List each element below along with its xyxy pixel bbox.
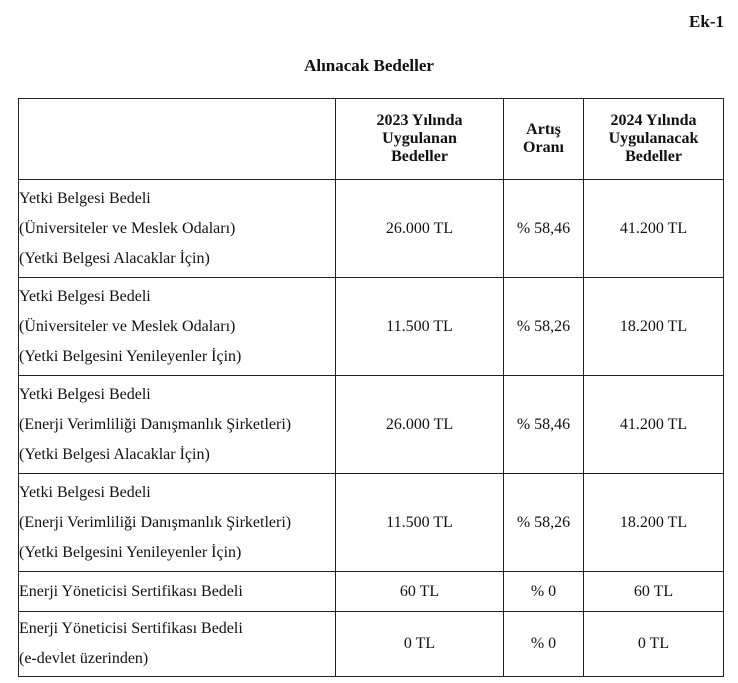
row-description: Yetki Belgesi Bedeli (Üniversiteler ve Meslek Odaları) (Yetki Belgesi Alacaklar İçin) bbox=[19, 180, 336, 278]
fee-2024-cell: 0 TL bbox=[584, 612, 724, 677]
row-description: Yetki Belgesi Bedeli (Enerji Verimliliği Danışmanlık Şirketleri) (Yetki Belgesini Yenileyenler İçin) bbox=[19, 474, 336, 572]
fee-2023-cell: 11.500 TL bbox=[336, 474, 504, 572]
table-row bbox=[19, 376, 724, 474]
increase-rate-cell: % 58,46 bbox=[504, 180, 584, 278]
fee-2024-cell: 41.200 TL bbox=[584, 180, 724, 278]
increase-rate-cell: % 58,26 bbox=[504, 278, 584, 376]
increase-rate-cell: % 58,26 bbox=[504, 474, 584, 572]
fee-2023-cell: 26.000 TL bbox=[336, 180, 504, 278]
table-row bbox=[19, 474, 724, 572]
fee-2024-cell: 60 TL bbox=[584, 572, 724, 612]
increase-rate-cell: % 0 bbox=[504, 572, 584, 612]
table-row bbox=[19, 278, 724, 376]
increase-rate-cell: % 0 bbox=[504, 612, 584, 677]
row-description: Yetki Belgesi Bedeli (Enerji Verimliliği Danışmanlık Şirketleri) (Yetki Belgesi Alacaklar İçin) bbox=[19, 376, 336, 474]
row-description: Yetki Belgesi Bedeli (Üniversiteler ve Meslek Odaları) (Yetki Belgesini Yenileyenler İçin) bbox=[19, 278, 336, 376]
header-2024-fees: 2024 Yılında Uygulanacak Bedeller bbox=[584, 99, 724, 180]
row-description: Enerji Yöneticisi Sertifikası Bedeli (e-devlet üzerinden) bbox=[19, 612, 336, 677]
annex-label: Ek-1 bbox=[689, 12, 724, 31]
fee-2024-cell: 18.200 TL bbox=[584, 278, 724, 376]
table-row bbox=[19, 572, 724, 612]
increase-rate-cell: % 58,46 bbox=[504, 376, 584, 474]
fee-2023-cell: 11.500 TL bbox=[336, 278, 504, 376]
fee-2024-cell: 18.200 TL bbox=[584, 474, 724, 572]
fee-2024-cell: 41.200 TL bbox=[584, 376, 724, 474]
header-increase-rate: Artış Oranı bbox=[504, 99, 584, 180]
header-empty-cell bbox=[19, 99, 336, 180]
table-header-row bbox=[19, 99, 724, 180]
row-description: Enerji Yöneticisi Sertifikası Bedeli bbox=[19, 572, 336, 612]
document-title: Alınacak Bedeller bbox=[304, 56, 434, 75]
table-row bbox=[19, 180, 724, 278]
header-2023-fees: 2023 Yılında Uygulanan Bedeller bbox=[336, 99, 504, 180]
fees-table bbox=[18, 98, 724, 677]
table-row bbox=[19, 612, 724, 677]
fee-2023-cell: 26.000 TL bbox=[336, 376, 504, 474]
fee-2023-cell: 60 TL bbox=[336, 572, 504, 612]
fee-2023-cell: 0 TL bbox=[336, 612, 504, 677]
